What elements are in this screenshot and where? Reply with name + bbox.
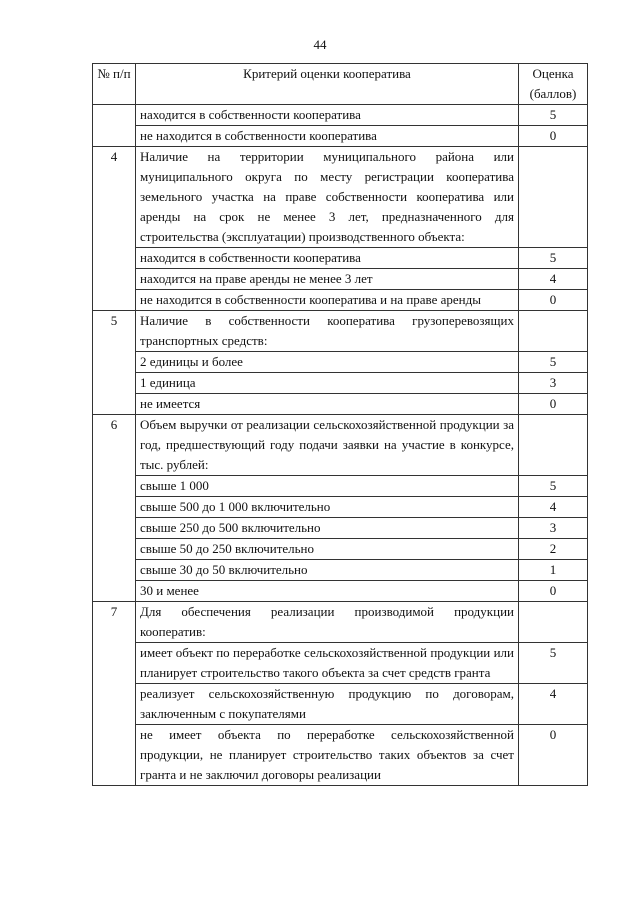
option-score: 0: [519, 126, 588, 147]
option-text: находится на праве аренды не менее 3 лет: [136, 269, 519, 290]
option-score: 4: [519, 684, 588, 725]
criterion-title-row: [93, 311, 588, 352]
option-row: [93, 476, 588, 497]
header-score: Оценка (баллов): [519, 64, 588, 105]
option-text: свыше 50 до 250 включительно: [136, 539, 519, 560]
option-row: [93, 248, 588, 269]
option-text: реализует сельскохозяйственную продукцию по договорам, заключенным с покупателями: [136, 684, 519, 725]
option-text: имеет объект по переработке сельскохозяйственной продукции или планирует строительство такого объекта за счет средств гранта: [136, 643, 519, 684]
option-row: [93, 643, 588, 684]
option-score: 0: [519, 394, 588, 415]
criterion-number: [93, 105, 136, 147]
criterion-number: 6: [93, 415, 136, 602]
criterion-title: Наличие на территории муниципального района или муниципального округа по месту регистрации кооператива земельного участка на праве собственности кооператива или аренды на срок не менее 3 лет, предназначенного для строительства (эксплуатации) производственного объекта:: [136, 147, 519, 248]
option-row: [93, 684, 588, 725]
option-text: 30 и менее: [136, 581, 519, 602]
option-score: 4: [519, 269, 588, 290]
option-score: 4: [519, 497, 588, 518]
option-text: находится в собственности кооператива: [136, 248, 519, 269]
option-row: [93, 581, 588, 602]
criterion-title-row: [93, 602, 588, 643]
header-criterion: Критерий оценки кооператива: [136, 64, 519, 105]
option-row: [93, 373, 588, 394]
option-text: не имеется: [136, 394, 519, 415]
empty-score-cell: [519, 311, 588, 352]
option-row: [93, 560, 588, 581]
criterion-title-row: [93, 415, 588, 476]
option-score: 5: [519, 643, 588, 684]
option-score: 5: [519, 476, 588, 497]
option-score: 3: [519, 518, 588, 539]
empty-score-cell: [519, 415, 588, 476]
option-row: [93, 539, 588, 560]
option-score: 5: [519, 352, 588, 373]
option-row: [93, 105, 588, 126]
empty-score-cell: [519, 602, 588, 643]
option-row: [93, 290, 588, 311]
option-text: находится в собственности кооператива: [136, 105, 519, 126]
criterion-number: 7: [93, 602, 136, 786]
option-score: 5: [519, 248, 588, 269]
page-number: 44: [313, 37, 327, 52]
header-number: № п/п: [93, 64, 136, 105]
criterion-title: Наличие в собственности кооператива грузоперевозящих транспортных средств:: [136, 311, 519, 352]
option-row: [93, 126, 588, 147]
criterion-title: Для обеспечения реализации производимой продукции кооператив:: [136, 602, 519, 643]
option-row: [93, 352, 588, 373]
table-header-row: [93, 64, 588, 105]
option-score: 0: [519, 725, 588, 786]
option-text: свыше 30 до 50 включительно: [136, 560, 519, 581]
option-score: 2: [519, 539, 588, 560]
option-text: не находится в собственности кооператива: [136, 126, 519, 147]
option-score: 0: [519, 581, 588, 602]
table-body: [93, 105, 588, 786]
option-score: 0: [519, 290, 588, 311]
criteria-table: [92, 63, 588, 786]
option-row: [93, 518, 588, 539]
option-text: не находится в собственности кооператива и на праве аренды: [136, 290, 519, 311]
option-row: [93, 725, 588, 786]
option-text: свыше 1 000: [136, 476, 519, 497]
criterion-number: 5: [93, 311, 136, 415]
option-score: 1: [519, 560, 588, 581]
option-row: [93, 497, 588, 518]
criterion-number: 4: [93, 147, 136, 311]
option-text: свыше 250 до 500 включительно: [136, 518, 519, 539]
option-text: свыше 500 до 1 000 включительно: [136, 497, 519, 518]
option-text: 2 единицы и более: [136, 352, 519, 373]
criterion-title: Объем выручки от реализации сельскохозяйственной продукции за год, предшествующий году подачи заявки на участие в конкурсе, тыс. рублей:: [136, 415, 519, 476]
option-text: 1 единица: [136, 373, 519, 394]
option-score: 3: [519, 373, 588, 394]
option-text: не имеет объекта по переработке сельскохозяйственной продукции, не планирует строительство таких объектов за счет гранта и не заключил договоры реализации: [136, 725, 519, 786]
criterion-title-row: [93, 147, 588, 248]
option-row: [93, 269, 588, 290]
option-row: [93, 394, 588, 415]
option-score: 5: [519, 105, 588, 126]
empty-score-cell: [519, 147, 588, 248]
